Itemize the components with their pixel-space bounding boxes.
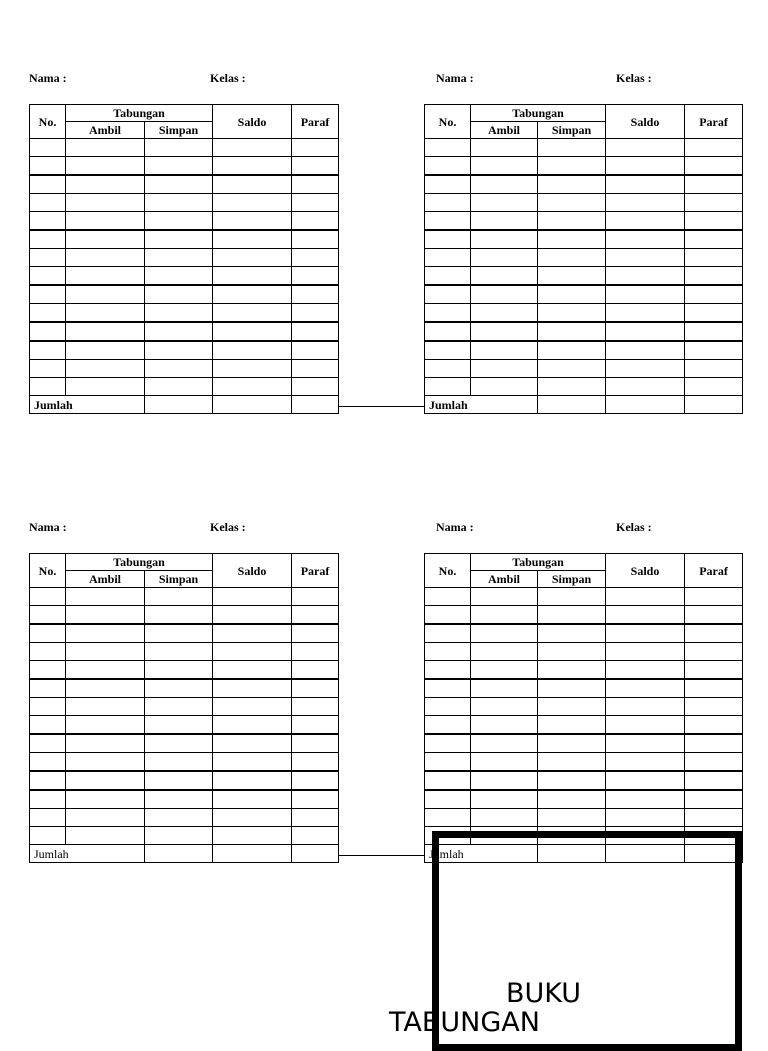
divider-line <box>338 406 424 407</box>
savings-table <box>424 553 743 863</box>
table-row <box>425 716 743 735</box>
table-row <box>425 606 743 625</box>
col-paraf: Paraf <box>685 105 743 139</box>
table-row <box>425 753 743 772</box>
nama-label: Nama : <box>29 71 67 85</box>
table-row <box>425 157 743 176</box>
table-row <box>30 771 339 790</box>
col-no: No. <box>425 554 471 588</box>
jumlah-label: Jumlah <box>425 845 538 863</box>
jumlah-label: Jumlah <box>30 845 145 863</box>
table-row <box>425 304 743 323</box>
col-tabungan: Tabungan <box>471 554 606 571</box>
kelas-label: Kelas : <box>616 520 652 534</box>
table-row <box>425 194 743 212</box>
table-row <box>425 624 743 643</box>
table-row <box>30 194 339 212</box>
kelas-label: Kelas : <box>210 520 246 534</box>
table-row <box>425 790 743 809</box>
col-simpan: Simpan <box>145 571 213 588</box>
table-row <box>425 249 743 267</box>
table-row <box>425 341 743 360</box>
table-row <box>425 378 743 396</box>
table-row <box>425 139 743 157</box>
table-row <box>30 661 339 680</box>
col-ambil: Ambil <box>66 571 145 588</box>
table-row <box>425 212 743 231</box>
savings-table <box>29 553 339 863</box>
kelas-label: Kelas : <box>616 71 652 85</box>
table-row <box>30 157 339 176</box>
col-saldo: Saldo <box>606 105 685 139</box>
col-tabungan: Tabungan <box>66 554 213 571</box>
table-row <box>30 285 339 304</box>
jumlah-label: Jumlah <box>30 396 145 414</box>
table-row <box>30 322 339 341</box>
savings-table <box>29 104 339 414</box>
table-row <box>425 322 743 341</box>
divider-line <box>338 855 424 856</box>
table-row <box>30 230 339 249</box>
table-row <box>30 679 339 698</box>
table-row <box>30 827 339 845</box>
table-row <box>425 679 743 698</box>
nama-label: Nama : <box>29 520 67 534</box>
table-row <box>425 661 743 680</box>
col-ambil: Ambil <box>66 122 145 139</box>
nama-label: Nama : <box>436 520 474 534</box>
table-row <box>30 360 339 378</box>
table-row <box>30 790 339 809</box>
table-row <box>425 809 743 827</box>
table-row <box>425 230 743 249</box>
table-row <box>30 175 339 194</box>
table-row <box>425 734 743 753</box>
jumlah-row <box>30 396 339 414</box>
jumlah-row <box>425 396 743 414</box>
table-row <box>30 267 339 286</box>
col-tabungan: Tabungan <box>471 105 606 122</box>
savings-table <box>424 104 743 414</box>
table-row <box>30 624 339 643</box>
col-no: No. <box>425 105 471 139</box>
table-row <box>30 643 339 661</box>
table-row <box>30 378 339 396</box>
table-row <box>425 698 743 716</box>
col-paraf: Paraf <box>292 554 339 588</box>
col-ambil: Ambil <box>471 122 538 139</box>
table-row <box>30 212 339 231</box>
jumlah-row <box>30 845 339 863</box>
col-paraf: Paraf <box>685 554 743 588</box>
table-row <box>425 267 743 286</box>
col-simpan: Simpan <box>538 571 606 588</box>
table-row <box>30 588 339 606</box>
table-row <box>30 809 339 827</box>
table-row <box>425 175 743 194</box>
col-no: No. <box>30 554 66 588</box>
table-row <box>425 588 743 606</box>
col-saldo: Saldo <box>213 105 292 139</box>
col-simpan: Simpan <box>538 122 606 139</box>
table-row <box>425 360 743 378</box>
col-simpan: Simpan <box>145 122 213 139</box>
col-saldo: Saldo <box>213 554 292 588</box>
nama-label: Nama : <box>436 71 474 85</box>
table-row <box>30 606 339 625</box>
kelas-label: Kelas : <box>210 71 246 85</box>
table-row <box>30 753 339 772</box>
col-tabungan: Tabungan <box>66 105 213 122</box>
col-ambil: Ambil <box>471 571 538 588</box>
table-row <box>30 698 339 716</box>
table-row <box>30 249 339 267</box>
table-row <box>425 771 743 790</box>
jumlah-label: Jumlah <box>425 396 538 414</box>
cover-title-line2: TABUNGAN <box>389 1007 540 1038</box>
col-paraf: Paraf <box>292 105 339 139</box>
col-saldo: Saldo <box>606 554 685 588</box>
table-row <box>425 643 743 661</box>
table-row <box>30 139 339 157</box>
table-row <box>425 285 743 304</box>
table-row <box>30 304 339 323</box>
cover-title-line1: BUKU <box>506 978 582 1009</box>
table-row <box>30 734 339 753</box>
table-row <box>30 341 339 360</box>
col-no: No. <box>30 105 66 139</box>
table-row <box>30 716 339 735</box>
